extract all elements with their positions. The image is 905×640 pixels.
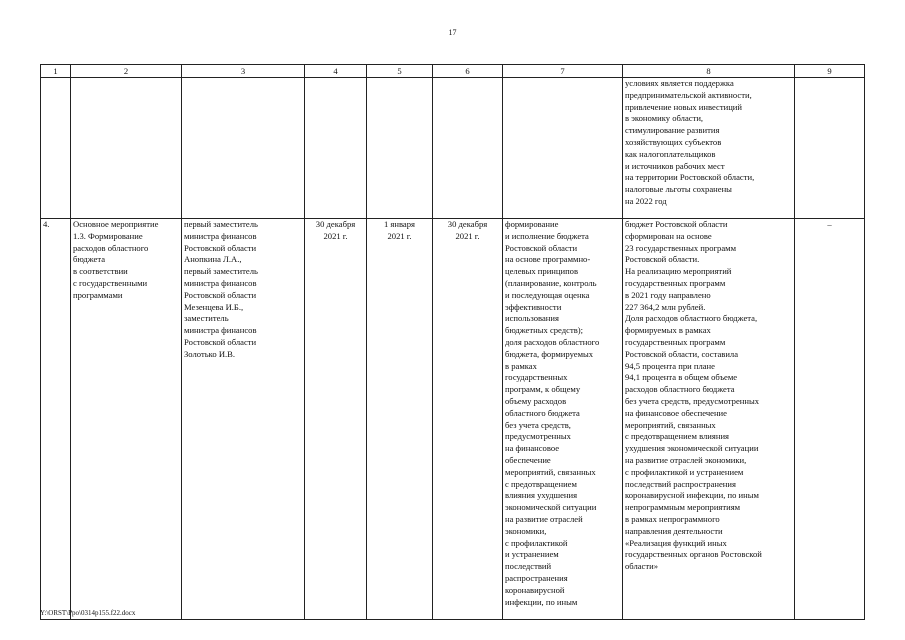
text-line: первый заместитель	[184, 219, 258, 229]
text-line: 1 января	[383, 219, 415, 229]
text-line: области»	[625, 561, 659, 572]
text-line: предпринимательской активности,	[625, 89, 752, 100]
cell	[182, 78, 305, 219]
continuation-row	[41, 78, 865, 219]
text-line: формирование	[505, 219, 559, 229]
text-line: ухудшения экономической ситуации	[625, 443, 759, 454]
text-line: 30 декабря	[447, 219, 488, 229]
header-cell: 4	[305, 65, 367, 78]
text-line: 2021 г.	[455, 230, 480, 241]
text-line: на финансовое обеспечение	[625, 407, 727, 418]
text-line: в экономику области,	[625, 113, 704, 124]
text-line: 94,1 процента в общем объеме	[625, 372, 738, 383]
activity-name	[71, 219, 182, 620]
header-cell: 2	[71, 65, 182, 78]
text-line: 2021 г.	[323, 230, 348, 241]
result-text-continued	[623, 78, 795, 219]
text-line: целевых принципов	[505, 266, 579, 277]
text-line: На реализацию мероприятий	[625, 266, 732, 277]
text-line: на территории Ростовской области,	[625, 172, 755, 183]
cell	[433, 78, 503, 219]
cell	[367, 78, 433, 219]
text-line: министра финансов	[184, 325, 257, 336]
text-line: бюджет Ростовской области	[625, 219, 728, 229]
cell	[503, 78, 623, 219]
text-line: в рамках	[505, 360, 537, 371]
text-line: привлечение новых инвестиций	[625, 101, 742, 112]
header-cell: 1	[41, 65, 71, 78]
row-number: 4.	[41, 219, 71, 620]
text-line: распространения	[505, 572, 568, 583]
text-line: Ростовской области, составила	[625, 348, 739, 359]
actual-result	[623, 219, 795, 620]
text-line: с государственными	[73, 277, 148, 288]
cell	[71, 78, 182, 219]
page-number: 17	[448, 28, 457, 37]
text-line: программами	[73, 289, 123, 300]
text-line: доля расходов областного	[505, 336, 600, 347]
text-line: использования	[505, 313, 559, 324]
cell	[41, 78, 71, 219]
text-line: программ, к общему	[505, 384, 581, 395]
header-row	[41, 65, 865, 78]
text-line: (планирование, контроль	[505, 277, 597, 288]
text-line: «Реализация функций иных	[625, 537, 727, 548]
header-cell: 5	[367, 65, 433, 78]
text-line: 2021 г.	[387, 230, 412, 241]
text-line: коронавирусной	[505, 584, 565, 595]
text-line: государственных	[505, 372, 568, 383]
text-line: расходов областного	[73, 242, 149, 253]
text-line: бюджетных средств);	[505, 325, 584, 336]
text-line: на 2022 год	[625, 195, 667, 206]
text-line: условиях является поддержка	[625, 78, 734, 88]
text-line: последствий	[505, 561, 552, 572]
end-date	[433, 219, 503, 620]
text-line: налоговые льготы сохранены	[625, 184, 732, 195]
text-line: Доля расходов областного бюджета,	[625, 313, 758, 324]
text-line: областного бюджета	[505, 407, 580, 418]
header-cell: 9	[795, 65, 865, 78]
header-cell: 8	[623, 65, 795, 78]
text-line: последствий распространения	[625, 478, 736, 489]
text-line: экономической ситуации	[505, 502, 597, 513]
text-line: 227 364,2 млн рублей.	[625, 301, 706, 312]
text-line: 30 декабря	[315, 219, 356, 229]
responsible-persons	[182, 219, 305, 620]
text-line: как налогоплательщиков	[625, 148, 716, 159]
text-line: на развитие отраслей	[505, 513, 583, 524]
text-line: и устранением	[505, 549, 559, 560]
text-line: обеспечение	[505, 454, 551, 465]
text-line: направления деятельности	[625, 525, 723, 536]
text-line: заместитель	[184, 313, 229, 324]
cell	[305, 78, 367, 219]
text-line: коронавирусной инфекции, по иным	[625, 490, 759, 501]
text-line: Ростовской области	[184, 336, 257, 347]
text-line: министра финансов	[184, 230, 257, 241]
text-line: влияния ухудшения	[505, 490, 578, 501]
text-line: и источников рабочих мест	[625, 160, 725, 171]
text-line: и исполнение бюджета	[505, 230, 589, 241]
text-line: государственных программ	[625, 336, 726, 347]
planned-date	[305, 219, 367, 620]
text-line: 23 государственных программ	[625, 242, 737, 253]
text-line: экономики,	[505, 525, 547, 536]
text-line: в соответствии	[73, 266, 128, 277]
text-line: Золотько И.В.	[184, 348, 236, 359]
text-line: Ростовской области	[184, 242, 257, 253]
cell	[795, 78, 865, 219]
footer-file-path: Y:\ORST\Ppo\0314p155.f22.docx	[40, 609, 136, 617]
text-line: на финансовое	[505, 443, 560, 454]
text-line: в 2021 году направлено	[625, 289, 711, 300]
text-line: формируемых в рамках	[625, 325, 711, 336]
text-line: Ростовской области	[505, 242, 578, 253]
text-line: с профилактикой и устранением	[625, 466, 744, 477]
header-cell: 3	[182, 65, 305, 78]
table-row	[41, 219, 865, 620]
text-line: бюджета, формируемых	[505, 348, 594, 359]
text-line: 1.3. Формирование	[73, 230, 143, 241]
text-line: без учета средств,	[505, 419, 571, 430]
report-table	[40, 64, 865, 620]
header-cell: 7	[503, 65, 623, 78]
text-line: министра финансов	[184, 277, 257, 288]
text-line: Мезенцева И.Б.,	[184, 301, 244, 312]
text-line: с профилактикой	[505, 537, 568, 548]
text-line: непрограммным мероприятиям	[625, 502, 741, 513]
text-line: с предотвращением влияния	[625, 431, 730, 442]
text-line: на развитие отраслей экономики,	[625, 454, 747, 465]
text-line: Ростовской области	[184, 289, 257, 300]
text-line: мероприятий, связанных	[505, 466, 596, 477]
text-line: объему расходов	[505, 395, 567, 406]
text-line: стимулирование развития	[625, 125, 720, 136]
text-line: Основное мероприятие	[73, 219, 159, 229]
header-cell: 6	[433, 65, 503, 78]
text-line: эффективности	[505, 301, 562, 312]
text-line: на основе программно-	[505, 254, 591, 265]
text-line: в рамках непрограммного	[625, 513, 720, 524]
text-line: 94,5 процента при плане	[625, 360, 715, 371]
text-line: хозяйствующих субъектов	[625, 136, 722, 147]
text-line: с предотвращением	[505, 478, 577, 489]
text-line: государственных органов Ростовской	[625, 549, 762, 560]
text-line: без учета средств, предусмотренных	[625, 395, 760, 406]
text-line: первый заместитель	[184, 266, 258, 277]
text-line: и последующая оценка	[505, 289, 590, 300]
text-line: Анопкина Л.А.,	[184, 254, 242, 265]
text-line: расходов областного бюджета	[625, 384, 735, 395]
text-line: сформирован на основе	[625, 230, 712, 241]
text-line: бюджета	[73, 254, 106, 265]
start-date	[367, 219, 433, 620]
text-line: инфекции, по иным	[505, 596, 578, 607]
expected-result	[503, 219, 623, 620]
notes: –	[795, 219, 865, 620]
text-line: государственных программ	[625, 277, 726, 288]
text-line: Ростовской области.	[625, 254, 700, 265]
text-line: мероприятий, связанных	[625, 419, 716, 430]
text-line: предусмотренных	[505, 431, 571, 442]
